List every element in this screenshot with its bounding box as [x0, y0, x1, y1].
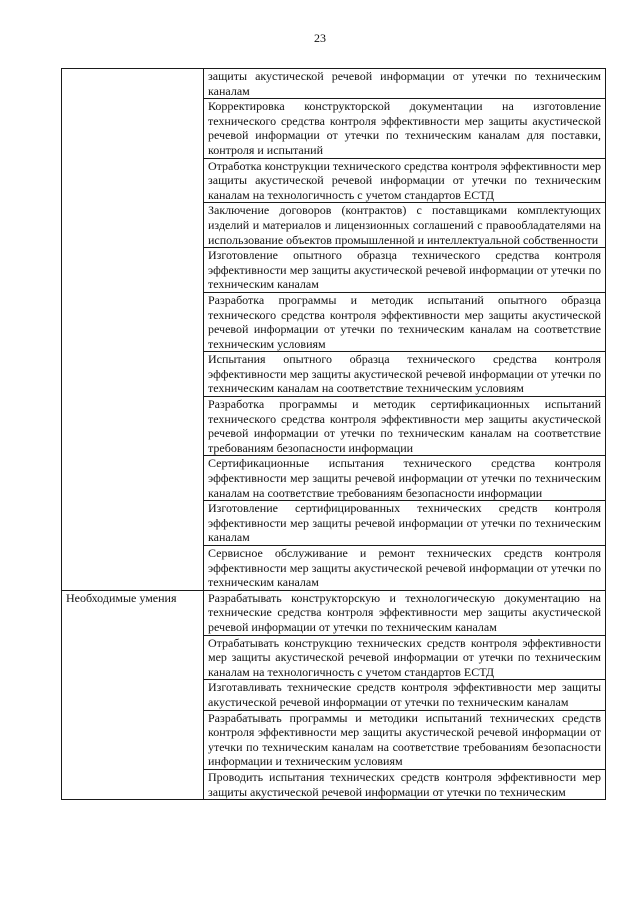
page-number: 23 [314, 31, 326, 45]
labor-action-cell: Заключение договоров (контрактов) с поставщиками комплектующих изделий и материалов и лицензионных соглашений с правообладателями на использование объектов промышленной и интеллектуальной собственности [204, 203, 606, 248]
table-row [62, 69, 606, 99]
labor-action-cell: Сертификационные испытания технического средства контроля эффективности мер защиты речевой информации от утечки по техническим каналам на соответствие требованиям безопасности информации [204, 456, 606, 501]
skill-cell: Проводить испытания технических средств контроля эффективности мер защиты акустической речевой информации от утечки по техническим [204, 769, 606, 799]
skill-cell: Отрабатывать конструкцию технических средств контроля эффективности мер защиты акустической речевой информации от утечки по техническим каналам на технологичность с учетом стандартов ЕСТД [204, 635, 606, 680]
labor-action-cell: защиты акустической речевой информации от утечки по техническим каналам [204, 69, 606, 99]
labor-action-cell: Отработка конструкции технического средства контроля эффективности мер защиты акустической речевой информации от утечки по техническим каналам на технологичность с учетом стандартов ЕСТД [204, 158, 606, 203]
section-label-skills: Необходимые умения [62, 590, 204, 799]
skill-cell: Разрабатывать конструкторскую и технологическую документацию на технические средства контроля эффективности мер защиты акустической речевой информации от утечки по техническим каналам [204, 590, 606, 635]
table-row [62, 590, 606, 635]
labor-action-cell: Испытания опытного образца технического средства контроля эффективности мер защиты акустической речевой информации от утечки по техническим каналам на соответствие техническим условиям [204, 352, 606, 397]
labor-action-cell: Изготовление опытного образца технического средства контроля эффективности мер защиты акустической речевой информации от утечки по техническим каналам [204, 248, 606, 293]
labor-action-cell: Корректировка конструкторской документации на изготовление технического средства контроля эффективности мер защиты акустической речевой информации от утечки по техническим каналам для поставки, контроля и испытаний [204, 99, 606, 158]
skill-cell: Изготавливать технические средств контроля эффективности мер защиты акустической речевой информации от утечки по техническим каналам [204, 680, 606, 710]
profession-standard-table [61, 68, 606, 800]
labor-action-cell: Сервисное обслуживание и ремонт технических средств контроля эффективности мер защиты акустической речевой информации от утечки по техническим каналам [204, 546, 606, 591]
labor-action-cell: Разработка программы и методик испытаний опытного образца технического средства контроля эффективности мер защиты акустической речевой информации от утечки по техническим каналам на соответствие техническим условиям [204, 292, 606, 351]
labor-action-cell: Изготовление сертифицированных технических средств контроля эффективности мер защиты речевой информации от утечки по техническим каналам [204, 501, 606, 546]
skill-cell: Разрабатывать программы и методики испытаний технических средств контроля эффективности мер защиты акустической речевой информации от утечки по техническим каналам на соответствие требованиям безопасности информации и техническим условиям [204, 710, 606, 769]
labor-action-cell: Разработка программы и методик сертификационных испытаний технического средства контроля эффективности мер защиты акустической речевой информации от утечки по техническим каналам на соответствие требованиям безопасности информации [204, 397, 606, 456]
section-label-empty [62, 69, 204, 591]
